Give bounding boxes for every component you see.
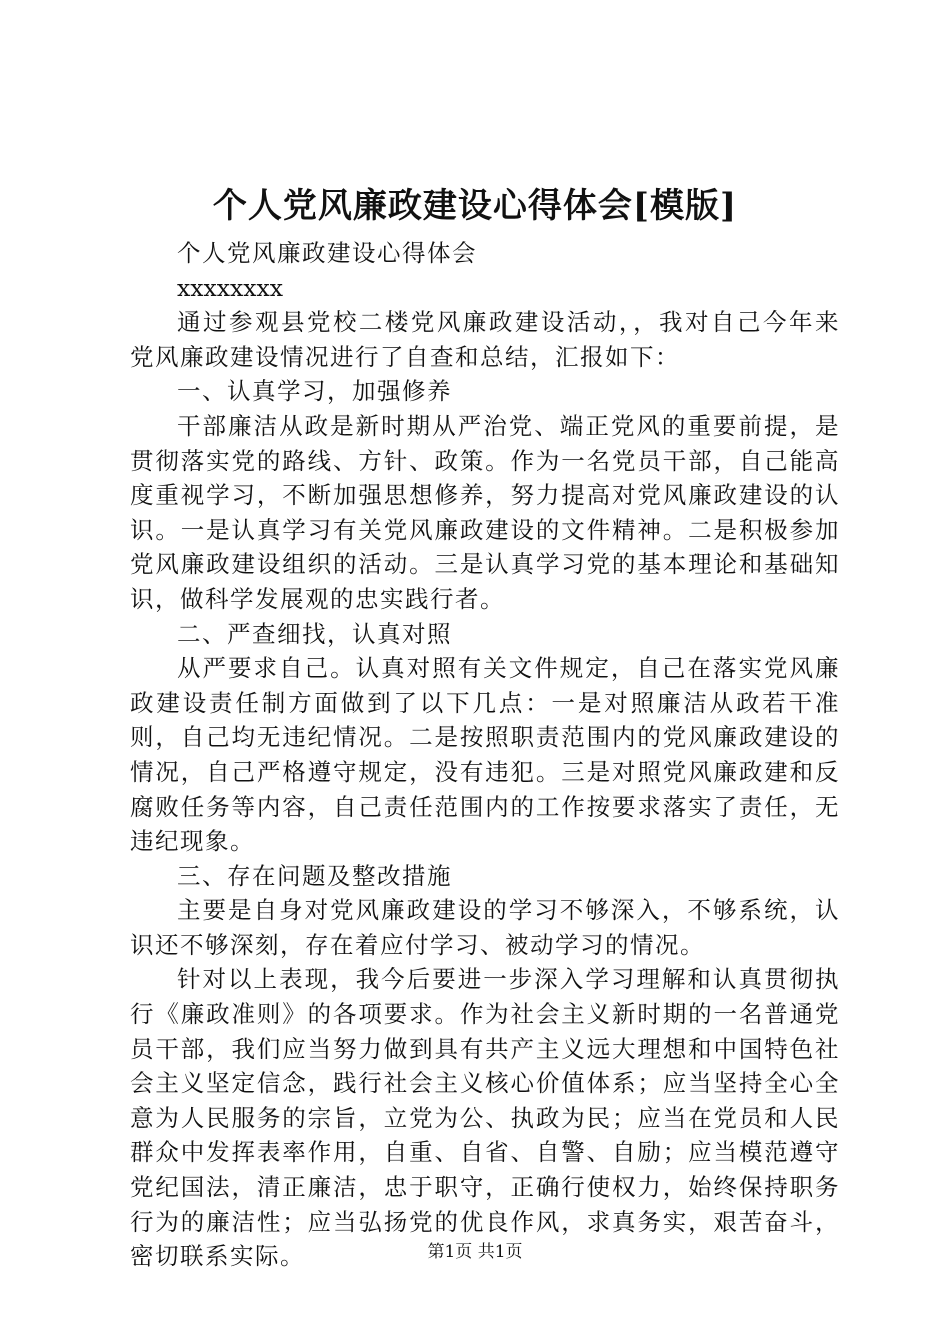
section-body-1: 干部廉洁从政是新时期从严治党、端正党风的重要前提，是贯彻落实党的路线、方针、政策。作为一名党员干部，自己能高度重视学习，不断加强思想修养，努力提高对党风廉政建设的认识。一是认真学习有关党风廉政建设的文件精神。二是积极参加党风廉政建设组织的活动。三是认真学习党的基本理论和基础知识，做科学发展观的忠实践行者。 <box>130 411 840 613</box>
document-body <box>130 236 840 1274</box>
section-heading-2: 二、严查细找，认真对照 <box>177 619 452 648</box>
section-heading-1: 一、认真学习，加强修养 <box>177 377 452 406</box>
section-body-2: 从严要求自己。认真对照有关文件规定，自己在落实党风廉政建设责任制方面做到了以下几点：一是对照廉洁从政若干准则，自己均无违纪情况。二是按照职责范围内的党风廉政建设的情况，自己严格遵守规定，没有违犯。三是对照党风廉政建和反腐败任务等内容，自己责任范围内的工作按要求落实了责任，无违纪现象。 <box>130 654 840 856</box>
page-number-footer: 第1页 共1页 <box>427 1242 523 1262</box>
author-paragraph: xxxxxxxx <box>177 273 284 302</box>
section-heading-3: 三、存在问题及整改措施 <box>177 861 452 890</box>
document-title: 个人党风廉政建设心得体会[模版] <box>212 186 738 226</box>
subtitle-paragraph: 个人党风廉政建设心得体会 <box>177 239 477 267</box>
intro-paragraph: 通过参观县党校二楼党风廉政建设活动，，我对自己今年来党风廉政建设情况进行了自查和总结，汇报如下： <box>130 308 840 371</box>
section-body-3a: 主要是自身对党风廉政建设的学习不够深入，不够系统，认识还不够深刻，存在着应付学习、被动学习的情况。 <box>130 896 840 959</box>
section-body-3b: 针对以上表现，我今后要进一步深入学习理解和认真贯彻执行《廉政准则》的各项要求。作为社会主义新时期的一名普通党员干部，我们应当努力做到具有共产主义远大理想和中国特色社会主义坚定信念，践行社会主义核心价值体系；应当坚持全心全意为人民服务的宗旨，立党为公、执政为民；应当在党员和人民群众中发挥表率作用，自重、自省、自警、自励；应当模范遵守党纪国法，清正廉洁，忠于职守，正确行使权力，始终保持职务行为的廉洁性；应当弘扬党的优良作风，求真务实，艰苦奋斗，密切联系实际。 <box>130 965 840 1271</box>
